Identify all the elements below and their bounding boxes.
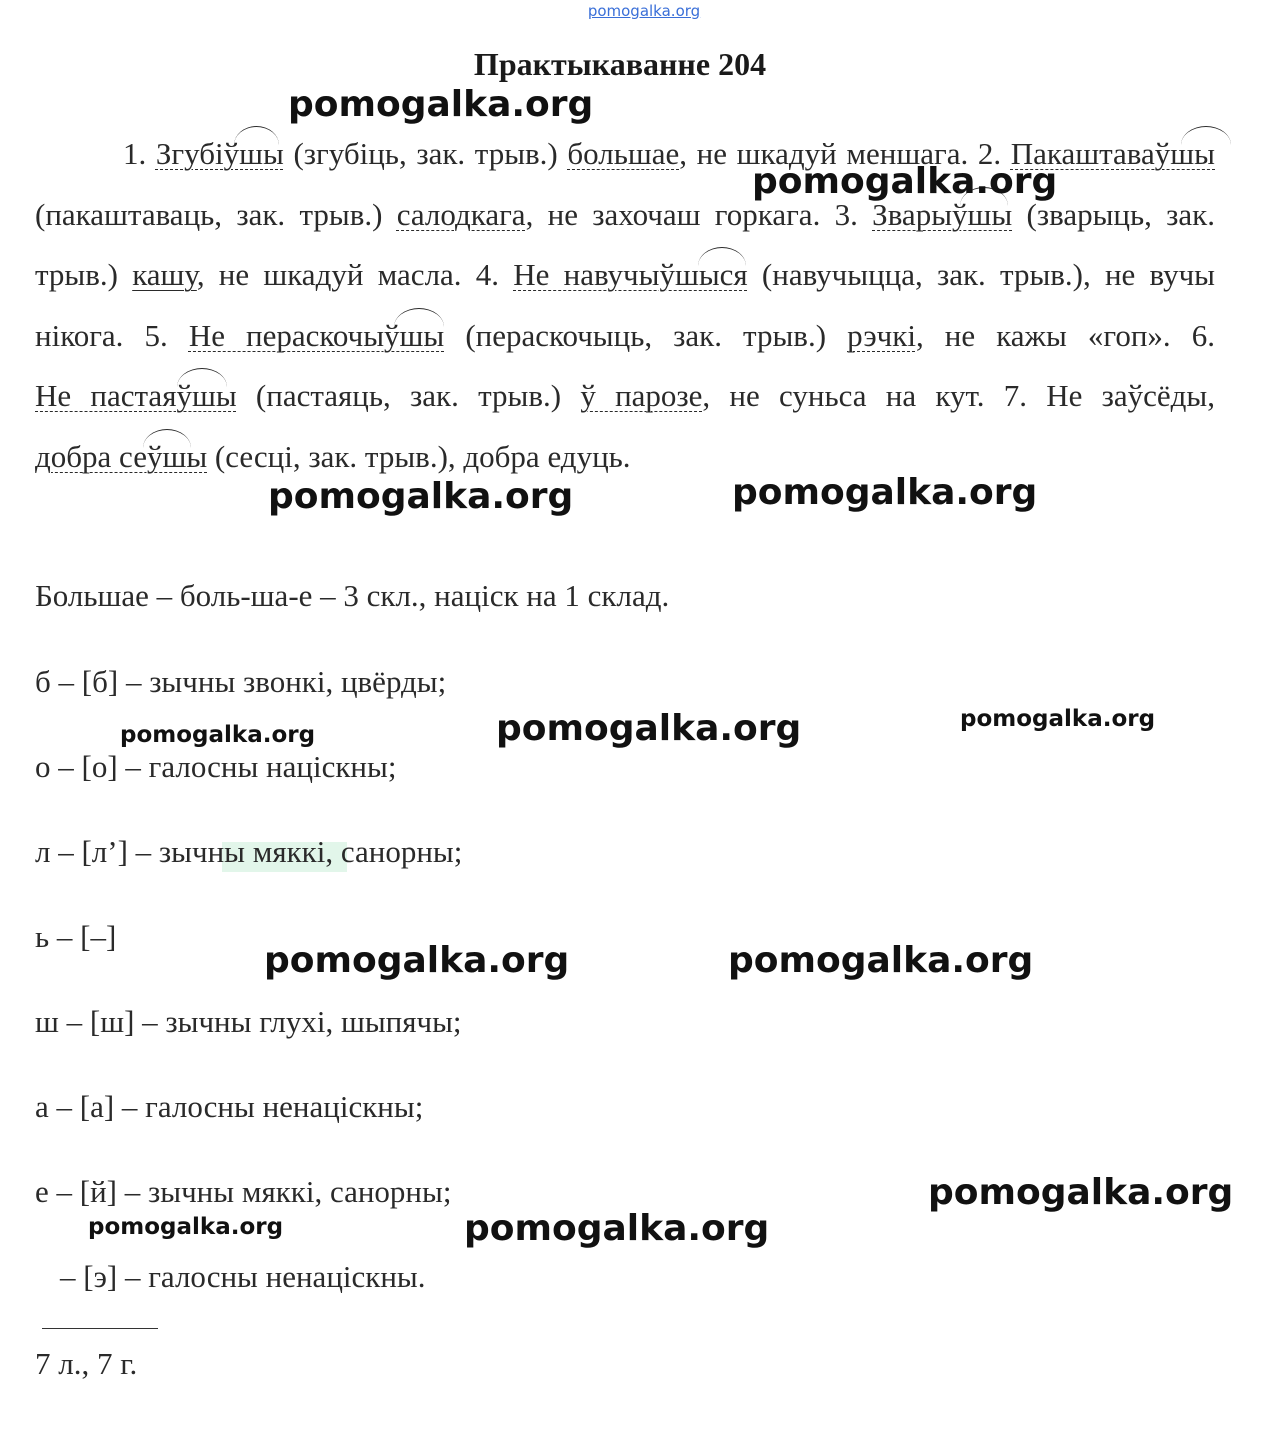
object-word: салодкага: [396, 196, 526, 232]
sentence-number: 6.: [1191, 317, 1215, 353]
watermark: pomogalka.org: [120, 722, 316, 748]
suffix-arc: [143, 429, 191, 448]
letter-analysis-line: [35, 834, 462, 870]
watermark: pomogalka.org: [464, 1208, 770, 1249]
sentence-text: , не шкадуй масла.: [196, 257, 476, 292]
watermark: pomogalka.org: [728, 940, 1034, 981]
watermark: pomogalka.org: [88, 1214, 284, 1240]
sentence-text: (сесці, зак. трыв.), добра едуць.: [207, 438, 631, 474]
letter-analysis-line: ш – [ш] – зычны глухі, шыпячы;: [35, 1004, 462, 1039]
sentence-number: 4.: [475, 257, 500, 292]
letter-analysis-line: ь – [–]: [35, 919, 117, 954]
object-word: кашу: [132, 257, 197, 292]
page-title: Практыкаванне 204: [473, 46, 767, 82]
participle-word: Не навучыўшыся: [513, 257, 747, 292]
letter-analysis-line: е – [й] – зычны мяккі, санорны;: [35, 1174, 452, 1209]
watermark: pomogalka.org: [288, 84, 594, 125]
letter-analysis-line: – [э] – галосны ненаціскны.: [60, 1259, 426, 1294]
object-word: рэчкі: [847, 317, 916, 353]
sentence-text: Не заўсёды,: [1046, 378, 1215, 413]
letter-sound-total: 7 л., 7 г.: [35, 1346, 138, 1381]
sentence-text: , не суньса на кут.: [702, 378, 1004, 413]
sentence-text: , не шкадуй меншага.: [679, 136, 978, 171]
sentence-text: (навучыцца, зак. трыв.), не вучы нікога.: [35, 257, 1216, 353]
participle-word: добра сеўшы: [35, 439, 207, 474]
header-link[interactable]: pomogalka.org: [587, 2, 701, 20]
participle-word: Пакаштаваўшы: [1011, 136, 1215, 171]
total-divider: [42, 1328, 158, 1329]
suffix-arc: [1181, 126, 1231, 145]
letter-analysis-line: б – [б] – зычны звонкі, цвёрды;: [35, 664, 447, 699]
sentence-text: (зварыць, зак. трыв.): [35, 196, 1215, 292]
suffix-arc: [234, 126, 279, 145]
watermark: pomogalka.org: [264, 940, 570, 981]
sentence-number: 1.: [123, 136, 147, 171]
sentence-text: , не кажы «гоп».: [915, 317, 1192, 353]
sentence-text: (пераскочыць, зак. трыв.): [444, 317, 848, 353]
sentence-number: 3.: [834, 196, 858, 232]
watermark: pomogalka.org: [960, 706, 1156, 732]
sentence-number: 5.: [144, 317, 168, 353]
watermark: pomogalka.org: [928, 1172, 1234, 1213]
sentence-text: (згубіць, зак. трыв.): [283, 136, 568, 171]
watermark: pomogalka.org: [732, 472, 1038, 513]
sentence-number: 2.: [977, 136, 1002, 171]
letter-analysis-line: а – [а] – галосны ненаціскны;: [35, 1089, 424, 1124]
letter-analysis-text: л – [л’] – зычны мяккі, санорны;: [35, 834, 463, 869]
watermark: pomogalka.org: [496, 708, 802, 749]
suffix-arc: [177, 368, 227, 387]
object-word: большае: [567, 136, 680, 171]
participle-word: Не пераскочыўшы: [189, 318, 444, 353]
suffix-arc: [394, 308, 444, 327]
suffix-arc: [698, 247, 746, 266]
analysis-summary: Большае – боль-ша-е – 3 скл., націск на 1 склад.: [35, 578, 670, 613]
sentence-number: 7.: [1003, 378, 1027, 413]
sentence-text: (пастаяць, зак. трыв.): [236, 378, 581, 413]
participle-word: Не пастаяўшы: [35, 378, 237, 413]
sentence-text: , не захочаш горкага.: [525, 196, 835, 232]
letter-analysis-line: о – [о] – галосны націскны;: [35, 749, 397, 784]
watermark: pomogalka.org: [752, 161, 1058, 202]
participle-word: Зварыўшы: [872, 197, 1012, 232]
sentence-text: (пакаштаваць, зак. трыв.): [35, 196, 397, 232]
watermark: pomogalka.org: [268, 476, 574, 517]
participle-word: Згубіўшы: [156, 136, 284, 171]
object-word: ў парозе: [580, 378, 703, 413]
